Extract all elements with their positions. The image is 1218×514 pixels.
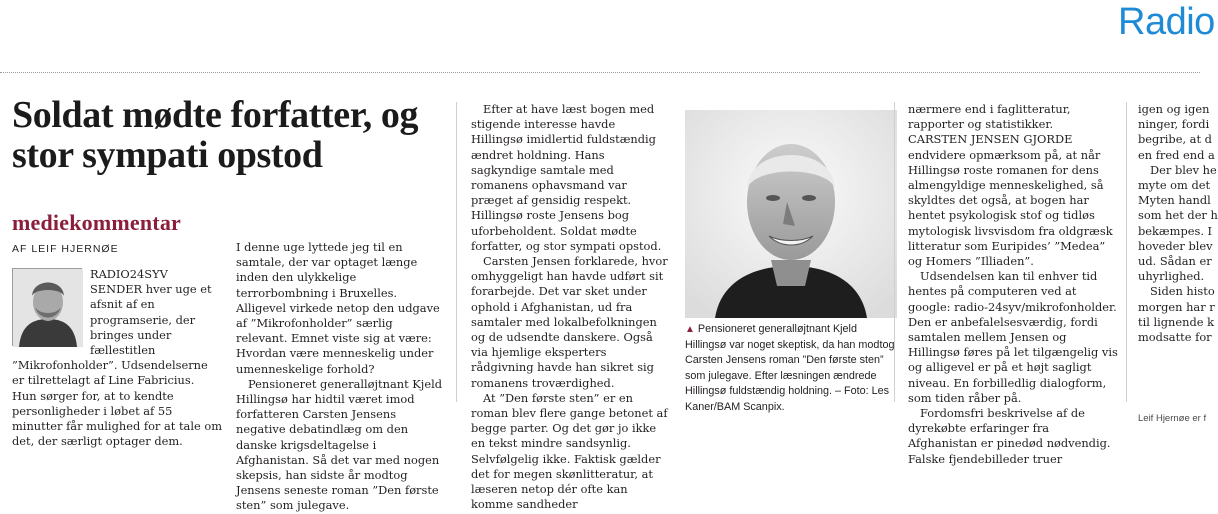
text-line: myte om det [1138,178,1211,193]
portrait-photo-icon [685,110,897,318]
text-line: igen og igen [1138,102,1210,116]
text-line: modsatte for [1138,330,1212,345]
text-line: begribe, at d [1138,132,1212,147]
author-credit: Leif Hjernøe er f [1138,413,1207,424]
paragraph: Efter at have læst bogen med stigende interesse havde Hillingsø imidlertid fuldstændig ændret holdning. Hans sagkyndige samtale med romanens ophavsmand var præget af gensidig respekt. Hillingsø roste Jensens bog uforbeholdent. Soldat mødte forfatter, og stor sympati opstod. [471,102,662,253]
paragraph: nærmere end i faglitteratur, rapporter og statistikker. [908,102,1071,132]
column-divider [1126,102,1127,402]
text-line: ud. Sådan er [1138,254,1212,269]
text-column-5 [1138,102,1218,345]
paragraph: RADIO24SYV SENDER hver uge et afsnit af en programserie, der bringes under fællestitlen ”Mikrofonholder”. Udsendelserne er tilrettelagt af Line Fabricius. Hun sørger for, at to kendte personligheder i løbet af 55 minutter får mulighed for at tale om det, der særligt optager dem. [12,267,223,449]
author-portrait-icon [13,269,83,347]
author-portrait [12,268,82,346]
paragraph: Udsendelsen kan til enhver tid hentes på computeren ved at google: radio-24syv/mikrofonholder. Den er anbefalelsesværdig, fordi samtalen mellem Jensen og Hillingsø føres på let tilgængelig vis og alligevel er på et højt sagligt niveau. En forbilledlig dialogform, som tiden råber på. [908,269,1118,405]
text-line: morgen har r [1138,299,1215,314]
paragraph: Fordomsfri beskrivelse af de dyrekøbte erfaringer fra Afghanistan er pinedød nødvendig. Falske fjendebilleder truer [908,406,1111,466]
top-divider [0,72,1200,73]
text-column-2 [236,240,442,514]
article-photo [685,110,897,318]
text-column-1 [12,267,222,449]
headline: Soldat mødte forfatter, og stor sympati opstod [12,94,419,176]
text-line: til lignende k [1138,314,1215,329]
text-column-4 [908,102,1120,467]
caption-text: Pensioneret generalløjtnant Kjeld Hillingsø var noget skeptisk, da han modtog Carsten Jensens roman ”Den første sten” som julegave. Efter læsningen ændrede Hillingsø fuldstændig holdning. – Foto: Les Kaner/BAM Scanpix. [685,323,895,413]
text-line: ninger, fordi [1138,117,1210,132]
paragraph: At ”Den første sten” er en roman blev flere gange betonet af begge parter. Og det gør jo ikke en tekst mindre sandsynlig. Selvfølgelig ikke. Faktisk gælder det for megen skønlitteratur, at læseren netop dér ofte kan komme sandheder [471,390,668,512]
text-line: hoveder blev [1138,238,1213,253]
text-line: Der blev he [1150,162,1217,177]
byline: AF LEIF HJERNØE [12,243,119,255]
paragraph: Pensioneret generalløjtnant Kjeld Hillingsø har hidtil været imod forfatteren Carsten Jensens negative debatindlæg om den danske krigsdeltagelse i Afghanistan. Så det var med nogen skepsis, han sidste år modtog Jensens seneste roman ”Den første sten” som julegave. [236,376,443,513]
paragraph: Carsten Jensen forklarede, hvor omhyggeligt han havde udført sit forarbejde. Det var sket under ophold i Afghanistan, ud fra samtaler med lokalbefolkningen og de udsendte danskere. Også via hjemlige eksperters rådgivning havde han sikret sig romanens troværdighed. [471,254,668,390]
text-column-3 [471,102,669,512]
text-line: som het der h [1138,208,1218,223]
text-line: Myten handl [1138,193,1211,208]
section-title: Radio [1118,1,1215,43]
text-line: uhyrlighed. [1138,269,1205,284]
kicker-label: mediekommentar [12,210,181,235]
photo-caption [685,322,895,416]
caption-triangle-icon: ▲ [685,324,695,335]
text-line: Siden histo [1150,284,1215,299]
column-divider [456,102,457,402]
text-line: bekæmpes. I [1138,223,1213,238]
column-divider [894,102,895,402]
text-line: en fred end a [1138,147,1215,162]
paragraph: I denne uge lyttede jeg til en samtale, der var optaget længe inden den ulykkelige terrorbombning i Bruxelles. Alligevel virkede netop den udgave af ”Mikrofonholder” særlig relevant. Emnet viste sig at være: Hvordan være menneskelig under umenneskelige forhold? [236,240,440,376]
paragraph: CARSTEN JENSEN GJORDE endvidere opmærksom på, at når Hillingsø roste romanen for dens almengyldige menneskelighed, så skyldtes det også, at bogen har hentet psykologisk stof og tidløs mytologisk livsvisdom fra oldgræsk litteratur som Euripides’ ”Medea” og Homers ”Illiaden”. [908,132,1113,269]
